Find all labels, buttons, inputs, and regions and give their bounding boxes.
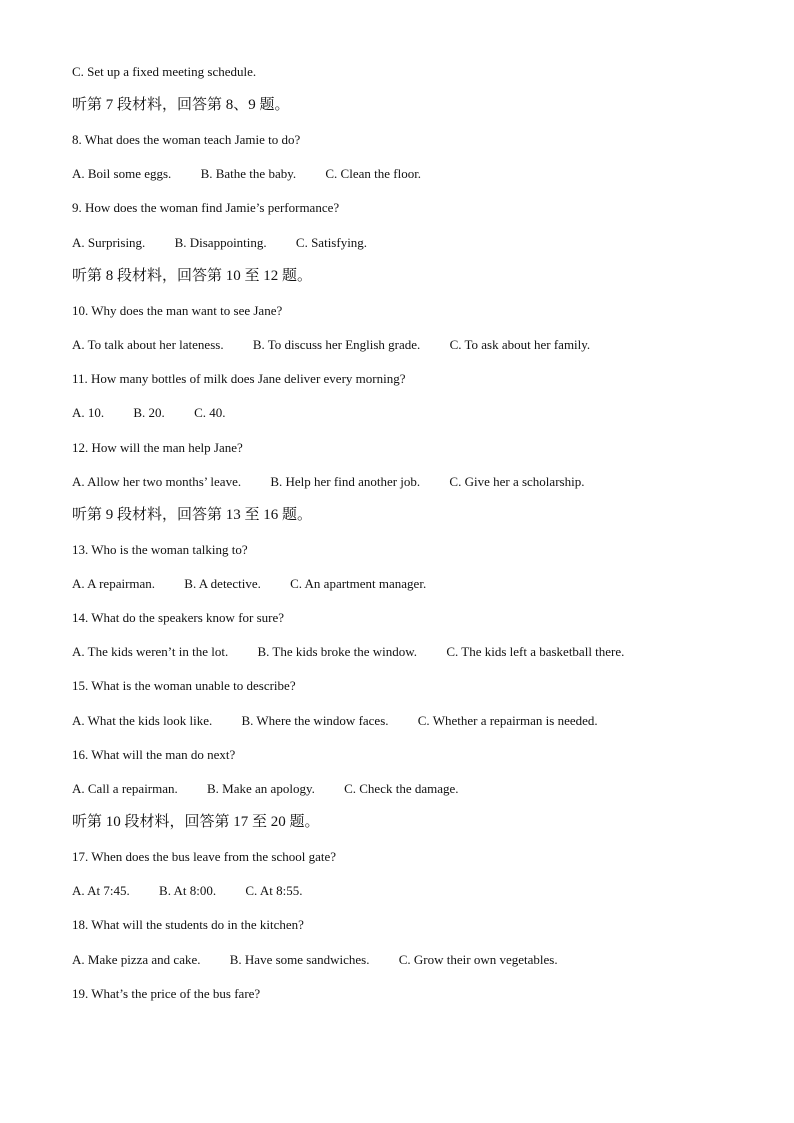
option-13a: A. A repairman. xyxy=(72,576,156,591)
options-16 xyxy=(72,781,459,797)
question-10: 10. Why does the man want to see Jane? xyxy=(72,303,283,318)
question-13: 13. Who is the woman talking to? xyxy=(72,542,248,557)
question-19: 19. What’s the price of the bus fare? xyxy=(72,986,261,1001)
question-11: 11. How many bottles of milk does Jane deliver every morning? xyxy=(72,371,406,386)
question-16: 16. What will the man do next? xyxy=(72,747,236,762)
options-11 xyxy=(72,405,225,421)
question-15: 15. What is the woman unable to describe? xyxy=(72,678,296,693)
option-12a: A. Allow her two months’ leave. xyxy=(72,474,242,489)
option-9b: B. Disappointing. xyxy=(174,235,267,250)
option-16c: C. Check the damage. xyxy=(344,781,459,796)
option-18c: C. Grow their own vegetables. xyxy=(398,952,558,967)
section-header-10: 听第 10 段材料，回答第 17 至 20 题。 xyxy=(72,814,320,830)
option-9a: A. Surprising. xyxy=(72,235,146,250)
option-17b: B. At 8:00. xyxy=(159,883,217,898)
option-11b: B. 20. xyxy=(133,405,165,420)
option-17c: C. At 8:55. xyxy=(245,883,303,898)
option-11a: A. 10. xyxy=(72,405,105,420)
options-15 xyxy=(72,713,598,729)
options-17 xyxy=(72,883,302,899)
option-8a: A. Boil some eggs. xyxy=(72,166,172,181)
options-13 xyxy=(72,576,426,592)
section-header-7: 听第 7 段材料，回答第 8、9 题。 xyxy=(72,97,290,113)
section-header-9: 听第 9 段材料，回答第 13 至 16 题。 xyxy=(72,507,313,523)
option-18a: A. Make pizza and cake. xyxy=(72,952,201,967)
option-12b: B. Help her find another job. xyxy=(270,474,421,489)
question-17: 17. When does the bus leave from the school gate? xyxy=(72,849,337,864)
options-14 xyxy=(72,644,624,660)
section-header-8: 听第 8 段材料，回答第 10 至 12 题。 xyxy=(72,268,313,284)
option-18b: B. Have some sandwiches. xyxy=(229,952,370,967)
q7-option-c: C. Set up a fixed meeting schedule. xyxy=(72,64,257,79)
question-18: 18. What will the students do in the kitchen? xyxy=(72,917,304,932)
option-10c: C. To ask about her family. xyxy=(449,337,591,352)
option-14a: A. The kids weren’t in the lot. xyxy=(72,644,229,659)
option-14b: B. The kids broke the window. xyxy=(257,644,418,659)
option-15a: A. What the kids look like. xyxy=(72,713,213,728)
option-10b: B. To discuss her English grade. xyxy=(252,337,421,352)
options-12 xyxy=(72,474,584,490)
option-17a: A. At 7:45. xyxy=(72,883,130,898)
question-14: 14. What do the speakers know for sure? xyxy=(72,610,285,625)
option-8b: B. Bathe the baby. xyxy=(200,166,297,181)
question-8: 8. What does the woman teach Jamie to do? xyxy=(72,132,301,147)
option-13b: B. A detective. xyxy=(184,576,261,591)
option-11c: C. 40. xyxy=(194,405,226,420)
question-12: 12. How will the man help Jane? xyxy=(72,440,243,455)
options-18 xyxy=(72,952,558,968)
option-15b: B. Where the window faces. xyxy=(241,713,389,728)
option-13c: C. An apartment manager. xyxy=(290,576,427,591)
options-8 xyxy=(72,166,421,182)
options-9 xyxy=(72,235,367,251)
option-10a: A. To talk about her lateness. xyxy=(72,337,224,352)
options-10 xyxy=(72,337,590,353)
option-8c: C. Clean the floor. xyxy=(325,166,422,181)
option-14c: C. The kids left a basketball there. xyxy=(446,644,625,659)
option-16a: A. Call a repairman. xyxy=(72,781,178,796)
option-16b: B. Make an apology. xyxy=(207,781,315,796)
option-12c: C. Give her a scholarship. xyxy=(449,474,585,489)
option-15c: C. Whether a repairman is needed. xyxy=(417,713,598,728)
question-9: 9. How does the woman find Jamie’s performance? xyxy=(72,200,340,215)
option-9c: C. Satisfying. xyxy=(295,235,368,250)
